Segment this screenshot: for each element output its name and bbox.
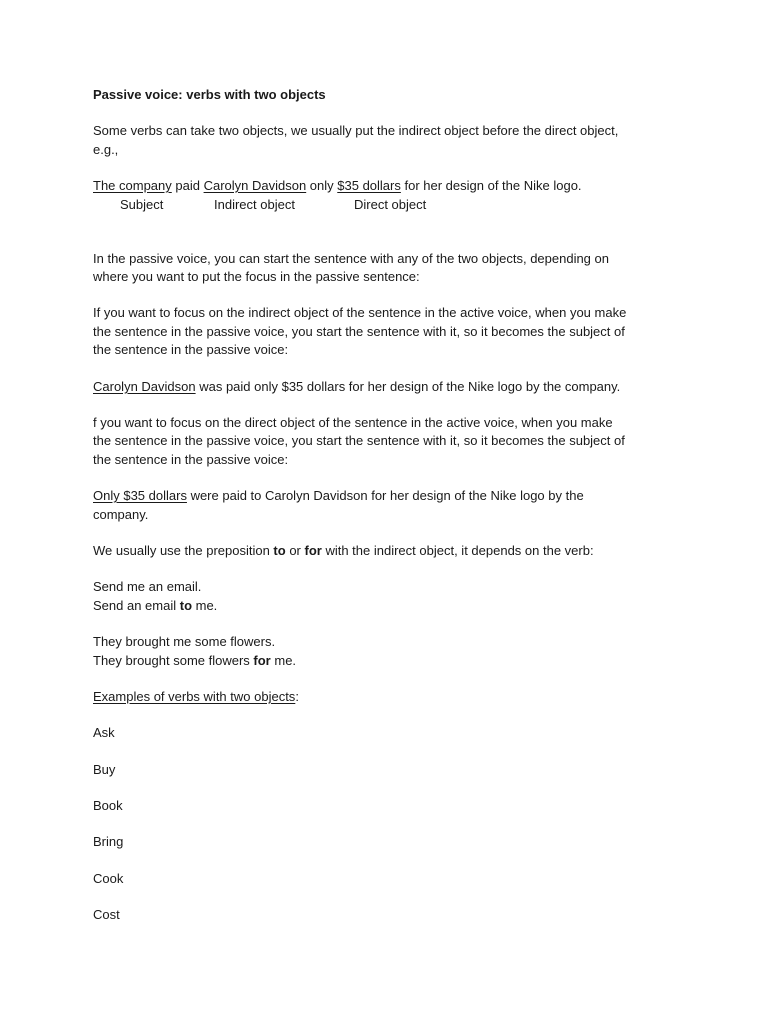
email-line-2-pre: Send an email [93, 598, 180, 613]
example-sentence-active [93, 177, 582, 195]
flowers-line-2-post: me. [270, 653, 297, 668]
verb-item: Buy [93, 762, 116, 777]
example-sentence-passive-indirect [93, 378, 620, 396]
email-line-1: Send me an email. [93, 579, 202, 594]
passive-indirect-rest: was paid only $35 dollars for her design of the Nike logo by the company. [195, 379, 621, 394]
direct-focus-line-3: the sentence in the passive voice: [93, 452, 289, 467]
email-line-2-bold: to [179, 598, 193, 613]
flowers-line-1: They brought me some flowers. [93, 634, 276, 649]
examples-heading-colon: : [295, 689, 299, 704]
verb-item: Cost [93, 907, 120, 922]
passive-intro-line-1: In the passive voice, you can start the sentence with any of the two objects, depending on [93, 251, 609, 266]
passive-direct-rest: were paid to Carolyn Davidson for her design of the Nike logo by the [186, 488, 584, 503]
example-verb: paid [171, 178, 204, 193]
indirect-focus-line-1: If you want to focus on the indirect object of the sentence in the active voice, when you make [93, 305, 627, 320]
examples-heading [93, 688, 299, 706]
verb-item: Cook [93, 871, 124, 886]
label-direct-object: Direct object [354, 197, 427, 212]
example-only: only [306, 178, 338, 193]
verb-item: Ask [93, 725, 115, 740]
email-line-2 [93, 597, 217, 615]
email-line-2-post: me. [192, 598, 218, 613]
preposition-for: for [304, 543, 322, 558]
document-title: Passive voice: verbs with two objects [93, 87, 326, 102]
label-indirect-object: Indirect object [214, 197, 295, 212]
direct-focus-line-2: the sentence in the passive voice, you start the sentence with it, so it becomes the subject of [93, 433, 625, 448]
preposition-or: or [285, 543, 305, 558]
preposition-pre: We usually use the preposition [93, 543, 274, 558]
preposition-sentence [93, 542, 594, 560]
verb-item: Book [93, 798, 123, 813]
passive-direct-subject: Only $35 dollars [93, 488, 187, 503]
verb-item: Bring [93, 834, 124, 849]
example-indirect-object: Carolyn Davidson [203, 178, 307, 193]
indirect-focus-line-2: the sentence in the passive voice, you start the sentence with it, so it becomes the subject of [93, 324, 625, 339]
flowers-line-2-bold: for [253, 653, 271, 668]
passive-indirect-subject: Carolyn Davidson [93, 379, 196, 394]
intro-line-2: e.g., [93, 142, 119, 157]
examples-heading-text: Examples of verbs with two objects [93, 689, 296, 704]
label-subject: Subject [120, 197, 164, 212]
passive-intro-line-2: where you want to put the focus in the passive sentence: [93, 269, 420, 284]
passive-direct-line-2: company. [93, 507, 149, 522]
direct-focus-line-1: f you want to focus on the direct object of the sentence in the active voice, when you make [93, 415, 613, 430]
example-sentence-passive-direct [93, 487, 584, 505]
example-rest: for her design of the Nike logo. [400, 178, 582, 193]
preposition-post: with the indirect object, it depends on the verb: [321, 543, 594, 558]
example-subject: The company [93, 178, 172, 193]
flowers-line-2 [93, 652, 296, 670]
flowers-line-2-pre: They brought some flowers [93, 653, 254, 668]
indirect-focus-line-3: the sentence in the passive voice: [93, 342, 289, 357]
example-direct-object: $35 dollars [337, 178, 401, 193]
preposition-to: to [273, 543, 286, 558]
intro-line-1: Some verbs can take two objects, we usually put the indirect object before the direct object, [93, 123, 619, 138]
